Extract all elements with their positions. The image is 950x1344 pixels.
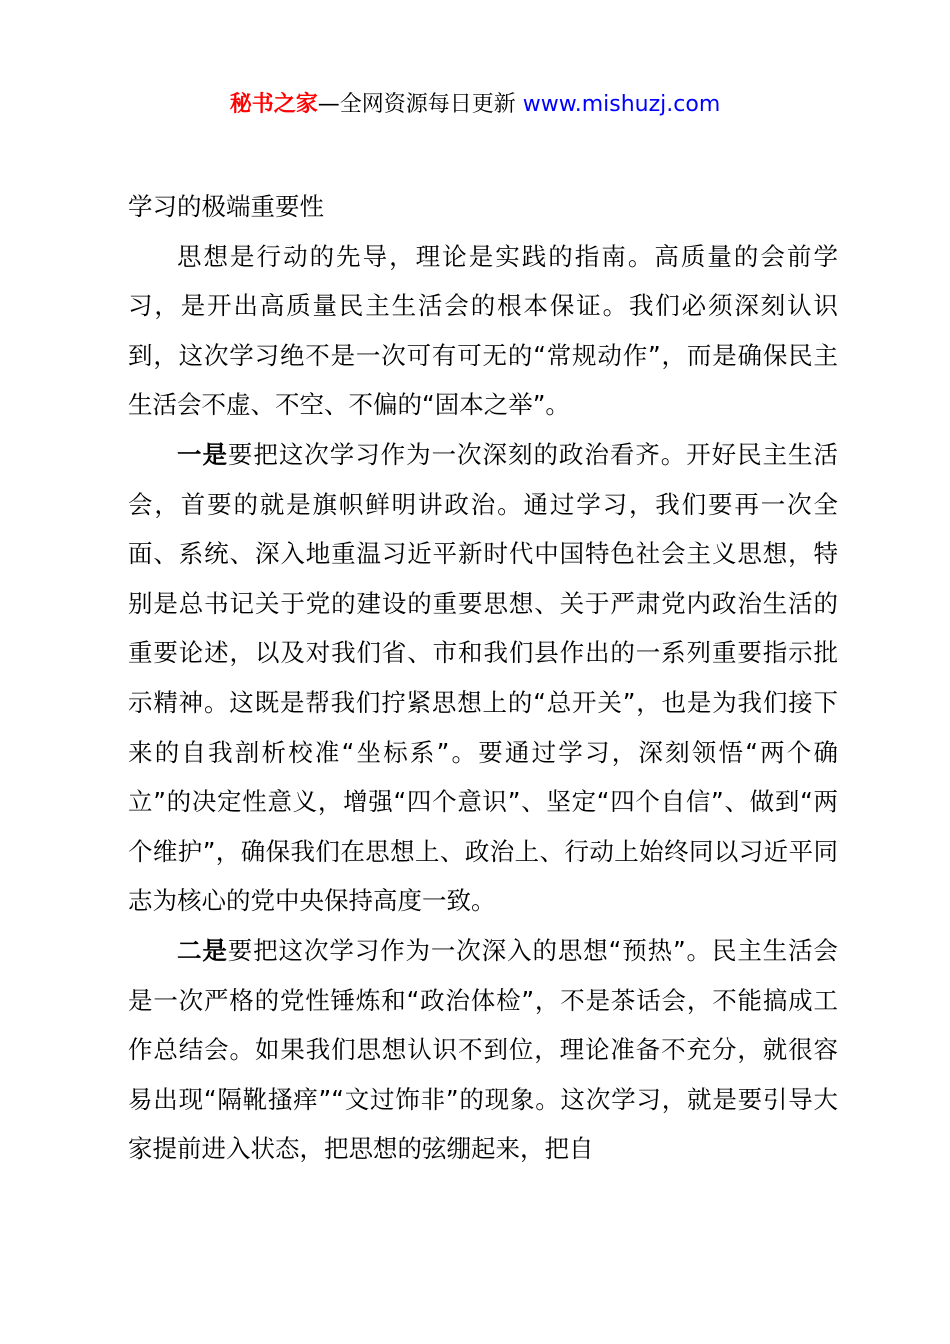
paragraph-text: 要把这次学习作为一次深刻的政治看齐。开好民主生活会，首要的就是旗帜鲜明讲政治。通过学习，我们要再一次全面、系统、深入地重温习近平新时代中国特色社会主义思想，特别是总书记关于党的建设的重要思想、关于严肃党内政治生活的重要论述，以及对我们省、市和我们县作出的一系列重要指示批示精神。这既是帮我们拧紧思想上的“总开关”，也是为我们接下来的自我剖析校准“坐标系”。要通过学习，深刻领悟“两个确立”的决定性意义，增强“四个意识”、坚定“四个自信”、做到“两个维护”，确保我们在思想上、政治上、行动上始终同以习近平同志为核心的党中央保持高度一致。 [128,439,838,916]
paragraph-fragment: 学习的极端重要性 [128,192,324,221]
paragraph-intro [128,232,838,430]
brand-name: 秘书之家 [229,92,318,117]
paragraph-point-one [128,430,838,926]
header-tagline: —全网资源每日更新 [317,92,523,117]
paragraph-point-two [128,926,838,1174]
paragraph-lead: 一是 [177,439,228,469]
paragraph-text: 要把这次学习作为一次深入的思想“预热”。民主生活会是一次严格的党性锤炼和“政治体检”，不是茶话会，不能搞成工作总结会。如果我们思想认识不到位，理论准备不充分，就很容易出现“隔靴搔痒”“文过饰非”的现象。这次学习，就是要引导大家提前进入状态，把思想的弦绷起来，把自 [128,935,838,1164]
page-header [0,88,950,122]
document-body [128,182,838,1174]
site-url: www.mishuzj.com [522,92,721,117]
paragraph-text: 思想是行动的先导，理论是实践的指南。高质量的会前学习，是开出高质量民主生活会的根本保证。我们必须深刻认识到，这次学习绝不是一次可有可无的“常规动作”，而是确保民主生活会不虚、不空、不偏的“固本之举”。 [128,241,838,420]
paragraph-lead: 二是 [177,935,228,965]
